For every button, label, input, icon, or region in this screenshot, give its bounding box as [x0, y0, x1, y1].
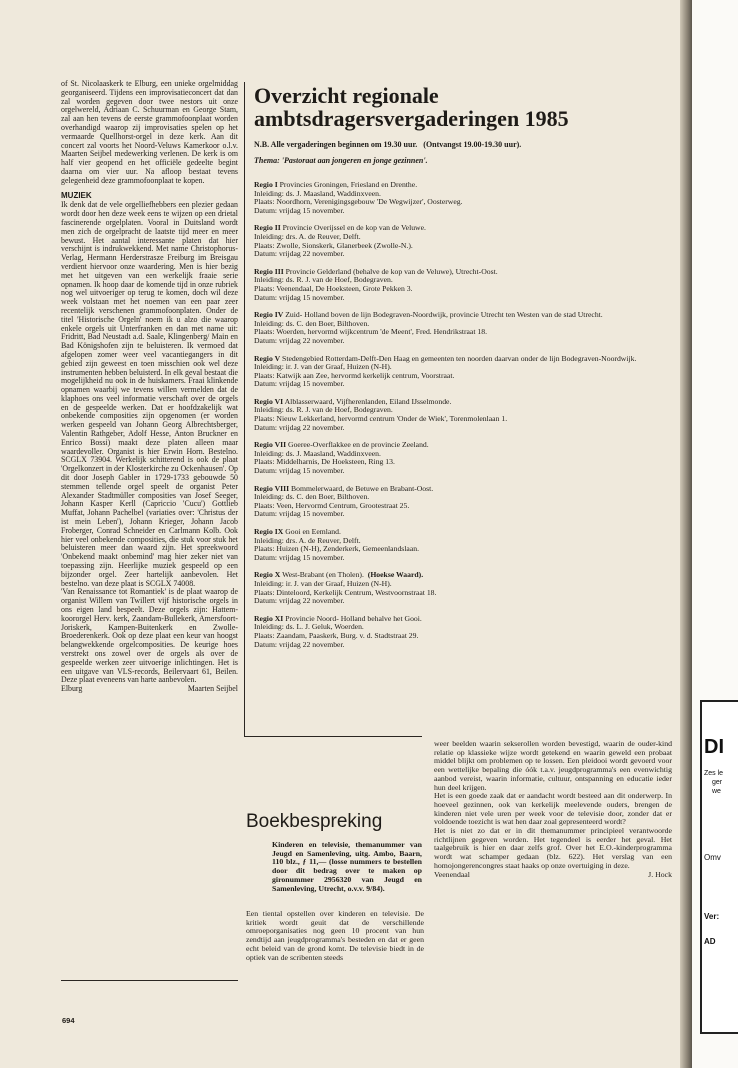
- review-signature-place: Veenendaal: [434, 869, 470, 879]
- region-datum: Datum: vrijdag 22 november.: [254, 422, 345, 432]
- region-label: Regio VIII: [254, 483, 290, 493]
- region-inleiding: Inleiding: drs. A. de Reuver, Delft.: [254, 231, 361, 241]
- region-area: Goeree-Overflakkee en de provincie Zeeland.: [288, 440, 429, 450]
- region-item: [254, 528, 674, 562]
- region-plaats: Plaats: Noordhorn, Verenigingsgebouw 'De Wegwijzer', Oosterweg.: [254, 197, 463, 207]
- region-plaats: Plaats: Veen, Hervormd Centrum, Grootestraat 25.: [254, 500, 410, 510]
- region-plaats: Plaats: Katwijk aan Zee, hervormd kerkelijk centrum, Voorstraat.: [254, 370, 455, 380]
- time-note: [254, 140, 674, 149]
- region-label: Regio XI: [254, 613, 284, 623]
- next-page-label-omv: Omv: [704, 853, 721, 862]
- music-paragraph-2: 'Van Renaissance tot Romantiek' is de plaat waarop de organist Willem van Twillert vijf historische orgels in ons eigen land bespeelt. Deze orgels zijn: Hattem-koororgel Herv. kerk, Zaandam-Bullekerk, Amersfoort-Joriskerk, Kampen-Buitenkerk en Zwolle-Broederenkerk. Ook op deze plaat een keur van hoogst belangwekkende orgelcomposities. De keurige hoes verstrekt ons zowel over de orgels als over de gespeelde werken zeer uitvoerige inlichtingen. Het is een uitgave van VLS-records, Beilervaart 61, Beilen. Deze plaat eveneens van harte aanbevolen.: [61, 587, 238, 685]
- review-text-col2: [434, 740, 672, 879]
- note-reception: (Ontvangst 19.00-19.30 uur).: [423, 140, 522, 149]
- column-divider: [244, 82, 245, 737]
- region-list: [254, 181, 674, 658]
- region-area: Zuid- Holland boven de lijn Bodegraven-Noordwijk, provincie Utrecht ten Westen van de stad Utrecht.: [285, 310, 603, 320]
- region-plaats: Plaats: Woerden, hervormd wijkcentrum 'de Meent', Fred. Hendrikstraat 18.: [254, 327, 487, 337]
- next-page-line-2: ger: [712, 779, 723, 786]
- next-page-label-ver: Ver:: [704, 912, 720, 921]
- region-label: Regio X: [254, 570, 281, 580]
- review-text-col1: Een tiental opstellen over kinderen en televisie. De kritiek wordt geuit dat de verschillende omroeporganisaties nog geen 10 procent van hun zendtijd aan jeugdprogramma's besteden en dat er geen echt beleid van de grond komt. De televisie biedt in de optiek van de scribenten steeds: [246, 909, 424, 962]
- theme-label: Thema:: [254, 156, 280, 165]
- region-area: Provincie Noord- Holland behalve het Gooi.: [285, 613, 422, 623]
- region-area: West-Brabant (en Tholen).: [282, 570, 364, 580]
- region-area: Gooi en Eemland.: [285, 527, 341, 536]
- review-paragraph-3: Het is niet zo dat er in dit themanummer principieel verantwoorde richtlijnen gegeven worden. Het tegendeel is eerder het geval. Het taalgebruik is hier en daar zelfs grof. Over het E.O.-kinderprogramma wordt wat schamper gedaan (blz. 622). Het verslag van een homojongerencongres staat haaks op onze overtuiging in deze.: [434, 826, 672, 870]
- signature-name: Maarten Seijbel: [187, 684, 238, 694]
- region-extra: (Hoekse Waard).: [367, 570, 424, 580]
- region-item: [254, 311, 674, 345]
- region-item: [254, 615, 674, 649]
- region-datum: Datum: vrijdag 22 november.: [254, 249, 345, 259]
- meeting-notes: [254, 140, 674, 172]
- region-item: [254, 485, 674, 519]
- review-book-info: Kinderen en televisie, themanummer van Jeugd en Samenleving, uitg. Ambo, Baarn, 110 blz., ƒ 11,— (losse nummers te bestellen door dit bedrag over te maken op gironummer 2956320 van Jeugd en Samenleving, Utrecht, o.v.v. 9/84).: [272, 840, 422, 893]
- page-title: Overzicht regionale ambtsdragersvergaderingen 1985: [254, 83, 569, 131]
- review-section-title: Boekbespreking: [246, 811, 383, 832]
- region-datum: Datum: vrijdag 15 november.: [254, 552, 345, 562]
- music-signature: [61, 685, 238, 694]
- region-item: [254, 224, 674, 258]
- region-area: Provincie Gelderland (behalve de kop van de Veluwe), Utrecht-Oost.: [285, 266, 498, 276]
- region-inleiding: Inleiding: ds. R. J. van de Hoef, Bodegraven.: [254, 275, 393, 285]
- theme-line: [254, 156, 674, 165]
- region-label: Regio VII: [254, 440, 287, 450]
- next-page-line-1: Zes le: [704, 770, 724, 777]
- region-datum: Datum: vrijdag 15 november.: [254, 205, 345, 215]
- region-inleiding: Inleiding: ds. R. J. van de Hoef, Bodegraven.: [254, 405, 393, 415]
- region-item: [254, 441, 674, 475]
- section-heading-muziek: MUZIEK: [61, 190, 92, 200]
- region-plaats: Plaats: Veenendaal, De Hoeksteen, Grote Pekken 3.: [254, 283, 413, 293]
- region-plaats: Plaats: Huizen (N-H), Zenderkerk, Gemeenlandslaan.: [254, 544, 420, 554]
- region-inleiding: Inleiding: drs. A. de Reuver, Delft.: [254, 535, 361, 545]
- region-datum: Datum: vrijdag 22 november.: [254, 639, 345, 649]
- left-column: [61, 80, 238, 694]
- region-area: Provincie Overijssel en de kop van de Veluwe.: [282, 223, 426, 233]
- region-datum: Datum: vrijdag 15 november.: [254, 292, 345, 302]
- intro-paragraph: of St. Nicolaaskerk te Elburg, een unieke orgelmiddag georganiseerd. Tijdens een improvisatieconcert dat dan zal worden gegeven door twee nestors uit onze orgelwereld, Adriaan C. Schuurman en George Stam, zal aan hen tevens de eerste grammofoonplaat worden overhandigd waarop zij improvisaties spelen op het vermaarde Quellhorst-orgel in deze kerk. Aan dit concert zal voorts het Noord-Veluws Kamerkoor o.l.v. Maarten Seijbel medewerking verlenen. De kerk is om half vier geopend en het officiële gedeelte begint daarna om vier uur. Na afloop bestaat tevens gelegenheid deze grammofoonplaat te kopen.: [61, 79, 238, 185]
- section-rule: [244, 736, 422, 737]
- next-page-heading: DI: [704, 736, 724, 758]
- region-plaats: Plaats: Middelharnis, De Hoeksteen, Ring 13.: [254, 457, 395, 467]
- region-datum: Datum: vrijdag 15 november.: [254, 509, 345, 519]
- region-item: [254, 181, 674, 215]
- book-spine-gutter: [680, 0, 692, 1068]
- region-datum: Datum: vrijdag 22 november.: [254, 335, 345, 345]
- region-inleiding: Inleiding: ds. C. den Boer, Bilthoven.: [254, 318, 370, 328]
- region-inleiding: Inleiding: ir. J. van der Graaf, Huizen (N-H).: [254, 362, 392, 372]
- region-datum: Datum: vrijdag 15 november.: [254, 466, 345, 476]
- left-bottom-rule: [61, 980, 238, 981]
- review-paragraph-2: Het is een goede zaak dat er aandacht wordt besteed aan dit onderwerp. In hoeveel gezinnen, ook van kerkelijk meelevende ouders, brengen de kinderen niet vele uren per week voor de televisie door, zonder dat er voldoende toezicht is wat hen daar zoal gepresenteerd wordt?: [434, 791, 672, 827]
- region-inleiding: Inleiding: ds. L. J. Geluk, Woerden.: [254, 622, 364, 632]
- review-paragraph-1: weer beelden waarin sekserollen worden bevestigd, waarin de ouder-kind relatie op klassieke wijze wordt getekend en waarin geweld een probaat middel blijkt om problemen op te lossen. Een pleidooi wordt gevoerd voor een wettelijke bepaling die óók t.a.v. jeugdprogramma's een evenwichtig aanbod vereist, waarin informatie, cultuur, ontspanning en educatie ieder hun deel krijgen.: [434, 739, 672, 792]
- note-start: N.B. Alle vergaderingen beginnen om 19.30 uur.: [254, 140, 418, 149]
- region-label: Regio VI: [254, 396, 284, 406]
- region-label: Regio IV: [254, 310, 284, 320]
- next-page-edge: [692, 0, 738, 1068]
- region-inleiding: Inleiding: ds. C. den Boer, Bilthoven.: [254, 492, 370, 502]
- review-signature: [434, 871, 672, 880]
- next-page-line-3: we: [712, 788, 721, 795]
- region-inleiding: Inleiding: ir. J. van der Graaf, Huizen (N-H).: [254, 578, 392, 588]
- music-paragraph-1: Ik denk dat de vele orgelliefhebbers een plezier gedaan wordt door hen deze week eens te wijzen op een drietal fascinerende orgelplaten. Vooral in Duitsland wordt men zich de orgelpracht de laatste tijd meer en meer bewust. Het aantal interessante platen dat hier verschijnt is indrukwekkend. Met name Christophorus-Verlag, Hermann Herderstrasze Freiburg im Breisgau verdient hiervoor onze waardering. Men is hier bezig met het uitgeven van een werkelijk fraaie serie opnamen. Ik hoop daar de komende tijd in onze rubriek nog wel uitvoeriger op terug te komen, doch wil deze week volstaan met het noemen van een paar zeer recentelijk verschenen grammofoonplaten. Onder de titel 'Historische Orgeln' noem ik u alzo die waarop enkele orgels uit Unterfranken en dan met name uit: Fridritt, Bad Neustadt a.d. Saale, Klingenberg/ Main en Bad Königshofen zijn te beluisteren. Ik vermoed dat afgelopen zomer weer veel vacantiegangers in dit gebied zijn geweest en toen misschien ook wel deze instrumenten hebben beluisterd. In elk geval bestaat die mogelijkheid nu ook in de huiskamers. Fraai klinkende opnamen waarbij we tevens willen vermelden dat de klaphoes ons veel informatie verschaft over de orgels en de gespeelde werken. Dat er hoofdzakelijk wat onbekende composities zijn opgenomen (er worden werken gespeeld van Johann Georg Albrechtsberger, Valentin Rathgeber, Adolf Hesse, Anton Bruckner en Enrico Bossi) maakt deze platen alleen maar waardevoller. Organist is hier Erwin Horn. Bestelno. SCGLX 73904. Werkelijk schitterend is ook de plaat 'Orgelkonzert in der Klosterkirche zu Ockenhausen'. Op dit door Joseph Gabler in 1729-1733 gebouwde 50 stemmen tellende orgel speelt de organist Peter Alexander Stadtmüller composities van Josef Seeger, Johann Kasper Kerll (Capriccio 'Cucu') Gottlieb Muffat, Johann Pachelbel (variaties over: 'Christus der ist mein Leben'), Johann Krieger, Johann Jacob Froberger, Conrad Schneider en Carlmann Kolb. Ook hier veel onbekende composities, die stuk voor stuk het beluisteren meer dan waard zijn. Het spreekwoord 'Onbekend maakt onbemind' mag hier zeker niet van toepassing zijn. Heerlijke muziek gespeeld op een bijzonder orgel. Zeer hartelijk aanbevolen. Het bestelno. van deze plaat is SCGLX 74008.: [61, 200, 238, 588]
- signature-place: Elburg: [61, 684, 83, 694]
- region-area: Stedengebied Rotterdam-Delft-Den Haag en gemeenten ten noorden daarvan onder de lijn Bodegraven-Noordwijk.: [282, 353, 637, 363]
- region-label: Regio II: [254, 223, 281, 233]
- review-signature-name: J. Hock: [648, 869, 672, 879]
- region-inleiding: Inleiding: ds. J. Maasland, Waddinxveen.: [254, 188, 381, 198]
- region-label: Regio I: [254, 180, 278, 189]
- region-datum: Datum: vrijdag 22 november.: [254, 596, 345, 606]
- region-inleiding: Inleiding: ds. J. Maasland, Waddinxveen.: [254, 448, 381, 458]
- region-area: Alblasserwaard, Vijfherenlanden, Eiland IJsselmonde.: [284, 396, 452, 406]
- region-area: Bommelerwaard, de Betuwe en Brabant-Oost.: [291, 483, 434, 493]
- region-item: [254, 398, 674, 432]
- region-datum: Datum: vrijdag 15 november.: [254, 379, 345, 389]
- region-label: Regio V: [254, 353, 281, 363]
- region-plaats: Plaats: Zwolle, Sionskerk, Glanerbeek (Zwolle-N.).: [254, 240, 413, 250]
- region-plaats: Plaats: Nieuw Lekkerland, hervormd centrum 'Onder de Wiek', Torenmolenlaan 1.: [254, 414, 508, 424]
- region-label: Regio IX: [254, 527, 284, 536]
- region-item: [254, 571, 674, 605]
- next-page-label-ad: AD: [704, 937, 716, 946]
- region-area: Provincies Groningen, Friesland en Drenthe.: [279, 180, 418, 189]
- page-number: 694: [62, 1016, 75, 1025]
- theme-text: 'Pastoraat aan jongeren en jonge gezinnen'.: [281, 156, 428, 165]
- region-plaats: Plaats: Dinteloord, Kerkelijk Centrum, Westvoornstraat 18.: [254, 587, 437, 597]
- region-item: [254, 268, 674, 302]
- region-item: [254, 355, 674, 389]
- region-plaats: Plaats: Zaandam, Paaskerk, Burg. v. d. Stadtstraat 29.: [254, 630, 419, 640]
- region-label: Regio III: [254, 266, 284, 276]
